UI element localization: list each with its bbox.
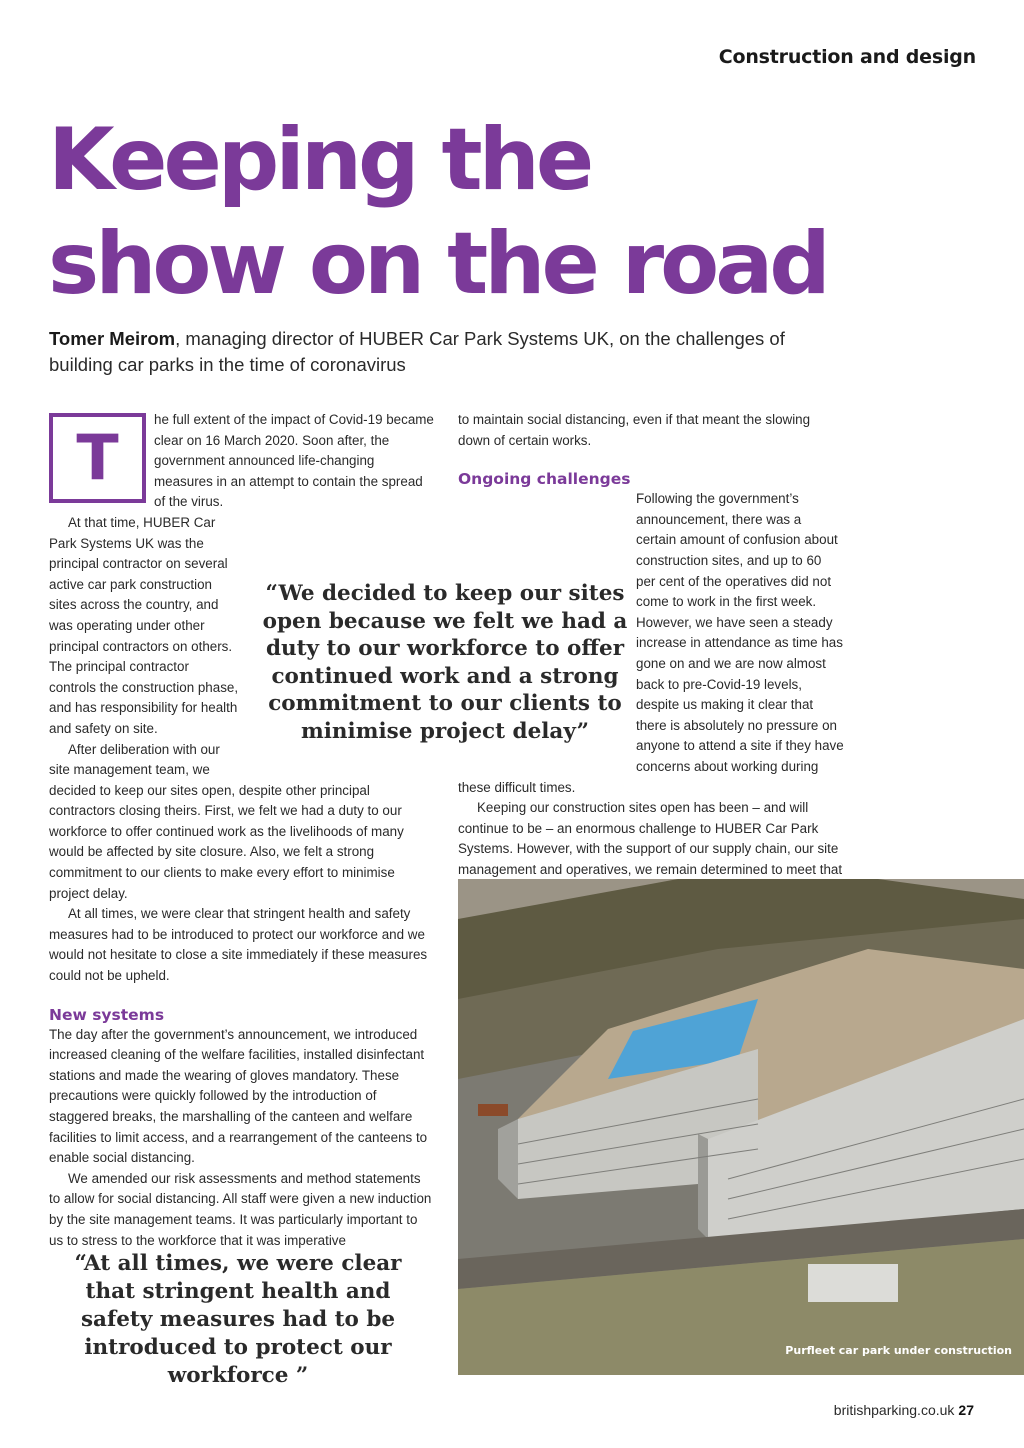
pullquote: “At all times, we were clear that stringent health and safety measures had to be introduced to protect our workforce ”: [74, 1251, 402, 1388]
car-park-image: [458, 879, 1024, 1375]
page-number: 27: [958, 1402, 974, 1418]
paragraph: We amended our risk assessments and method statements to allow for social distancing. All staff were given a new induction by the site management teams. It was particularly important to us to stress to the workforce that it was imperative: [49, 1170, 432, 1248]
section-label: Construction and design: [718, 46, 976, 68]
paragraph: At that time, HUBER Car Park Systems UK was the principal contractor on several active car park construction sites across the country, and was operating under other principal contractors on others. The principal contractor controls the construction phase, and has responsibility for health and safety on site.: [49, 514, 239, 736]
dropcap: T: [49, 413, 146, 503]
paragraph-intro: he full extent of the impact of Covid-19 became clear on 16 March 2020. Soon after, the government announced life-changing measures in an attempt to contain the spread of the virus.: [154, 412, 434, 510]
paragraph: At all times, we were clear that stringent health and safety measures had to be introduced to protect our workforce and we would not hesitate to close a site immediately if these measures could not be upheld.: [49, 906, 428, 984]
aerial-photo: [458, 879, 1024, 1375]
standfirst-text: , managing director of HUBER Car Park Systems UK, on the challenges of building car parks in the time of coronavirus: [49, 328, 785, 375]
headline-line-1: Keeping the: [48, 110, 591, 210]
footer-site: britishparking.co.uk: [833, 1402, 955, 1418]
standfirst: [49, 326, 839, 378]
author-name: Tomer Meirom: [49, 328, 176, 349]
subhead-ongoing-challenges: Ongoing challenges: [458, 470, 631, 489]
headline: [48, 108, 948, 316]
photo-caption: Purfleet car park under construction: [785, 1344, 1012, 1357]
paragraph: The day after the government’s announcement, we introduced increased cleaning of the welfare facilities, installed disinfectant stations and made the wearing of gloves mandatory. These precautions were quickly followed by the introduction of staggered breaks, the marshalling of the canteen and welfare facilities to limit access, and a rearrangement of the canteens to enable social distancing.: [49, 1026, 428, 1166]
paragraph: Following the government’s announcement, there was a certain amount of confusion about construction sites, and up to 60 per cent of the operatives did not come to work in the first week. However, we have seen a steady increase in attendance as time has gone on and we are now almost back to pre-Covid-19 levels, despite us making it clear that there is absolutely no pressure on anyone to attend a site if they have concerns about working during these difficult times.: [458, 491, 844, 795]
subhead-new-systems: New systems: [49, 1005, 165, 1024]
pullquote: “We decided to keep our sites open because we felt we had a duty to our workforce to offer continued work and a strong commitment to our clients to minimise project delay”: [262, 581, 628, 744]
paragraph: After deliberation with our site management team, we decided to keep our sites open, despite other principal contractors closing theirs. First, we felt we had a duty to our workforce to offer continued work as the livelihoods of many would be affected by site closure. Also, we felt a strong commitment to our clients to make every effort to minimise project delay.: [49, 741, 404, 901]
paragraph-text: Keeping our construction sites open has been – and will continue to be – an enormous challenge to HUBER Car Park Systems. However, with the support of our supply chain, our site management and operatives, we remain determined to meet that: [458, 800, 843, 877]
page-footer: [834, 1402, 974, 1418]
paragraph: to maintain social distancing, even if that meant the slowing down of certain works.: [458, 412, 811, 448]
headline-line-2: show on the road: [48, 214, 827, 314]
left-column: [49, 410, 435, 1251]
